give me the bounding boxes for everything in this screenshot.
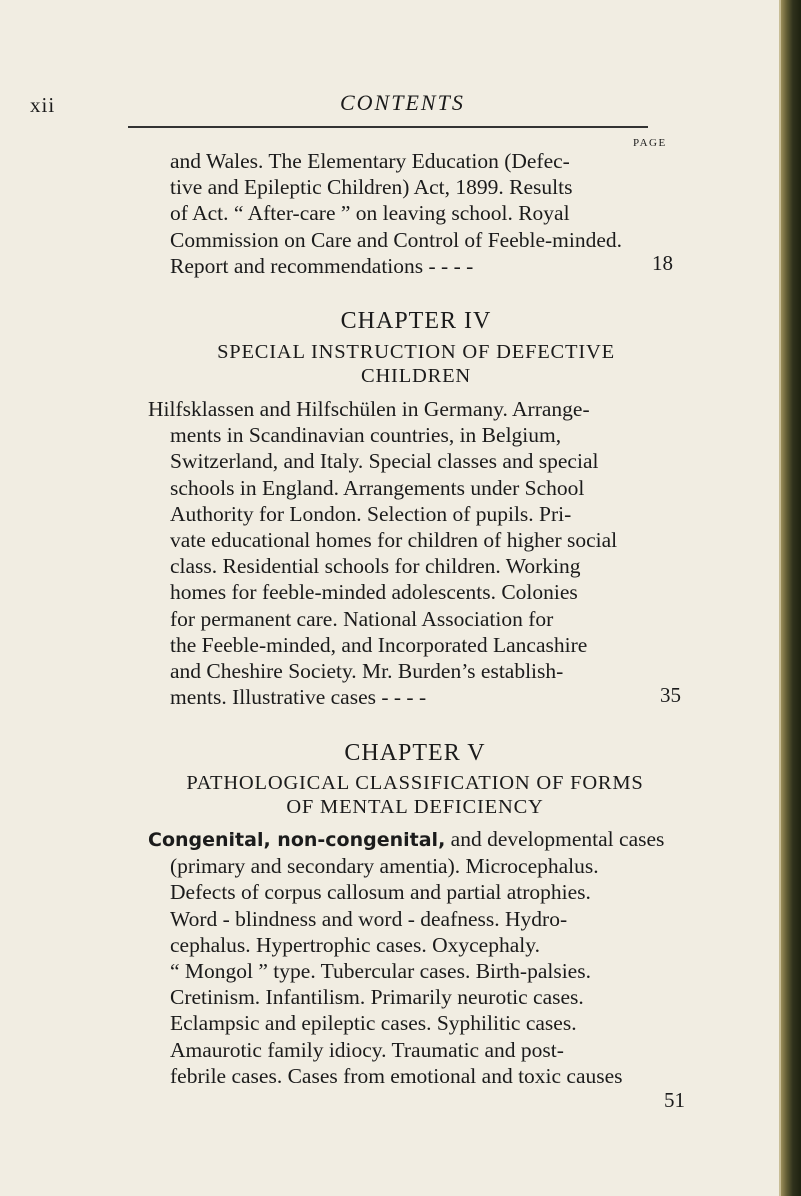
chapter-iv-summary <box>148 396 617 710</box>
running-head: CONTENTS <box>340 90 465 115</box>
summary-bold-lead: Congenital, non-congenital, <box>148 829 446 851</box>
summary-line: Hilfsklassen and Hilfschülen in Germany. Arrange- <box>148 397 590 421</box>
summary-line: class. Residential schools for children. Working <box>170 554 581 579</box>
entry-line: Report and recommendations - - - - <box>170 253 474 278</box>
summary-line: Eclampsic and epileptic cases. Syphilitic cases. <box>170 1011 577 1036</box>
summary-line: ments in Scandinavian countries, in Belgium, <box>170 423 562 448</box>
summary-line: febrile cases. Cases from emotional and toxic causes <box>170 1063 623 1088</box>
summary-line: ments. Illustrative cases - - - - <box>170 685 427 710</box>
book-edge <box>781 0 801 1196</box>
summary-line: Switzerland, and Italy. Special classes and special <box>170 449 599 474</box>
chapter-v-summary <box>148 826 664 1089</box>
header-rule <box>128 126 648 128</box>
continued-entry <box>170 148 622 279</box>
summary-line: Defects of corpus callosum and partial atrophies. <box>170 880 591 905</box>
summary-line: Authority for London. Selection of pupils. Pri- <box>170 501 572 526</box>
entry-page-number: 18 <box>652 251 673 275</box>
chapter-heading: CHAPTER V <box>344 740 486 766</box>
chapter-v-page-number: 51 <box>664 1088 685 1112</box>
summary-line: Amaurotic family idiocy. Traumatic and post- <box>170 1037 564 1062</box>
summary-line: for permanent care. National Association for <box>170 606 554 631</box>
summary-line: and Cheshire Society. Mr. Burden’s establish- <box>170 659 564 684</box>
chapter-title-line: PATHOLOGICAL CLASSIFICATION OF FORMS <box>186 772 644 794</box>
summary-line: homes for feeble-minded adolescents. Colonies <box>170 580 578 605</box>
summary-first-line <box>148 826 664 853</box>
entry-line: of Act. “ After-care ” on leaving school. Royal <box>170 201 570 226</box>
summary-line: Word - blindness and word - deafness. Hydro- <box>170 906 568 931</box>
summary-line: cephalus. Hypertrophic cases. Oxycephaly. <box>170 932 540 957</box>
page-number: xii <box>30 93 56 117</box>
summary-line: schools in England. Arrangements under School <box>170 475 585 500</box>
entry-line: tive and Epileptic Children) Act, 1899. Results <box>170 175 573 200</box>
chapter-iv-page-number: 35 <box>660 683 681 707</box>
summary-line: the Feeble-minded, and Incorporated Lancashire <box>170 632 588 657</box>
summary-line: “ Mongol ” type. Tubercular cases. Birth-palsies. <box>170 959 591 984</box>
chapter-title-line: OF MENTAL DEFICIENCY <box>286 796 544 818</box>
entry-line: and Wales. The Elementary Education (Defec- <box>170 149 570 173</box>
chapter-title-line: CHILDREN <box>360 365 472 387</box>
chapter-title <box>150 340 682 388</box>
summary-line: vate educational homes for children of higher social <box>170 528 618 553</box>
chapter-title <box>148 771 682 819</box>
summary-lead-rest: and developmental cases <box>445 827 665 851</box>
entry-line: Commission on Care and Control of Feeble-minded. <box>170 227 623 252</box>
chapter-title-line: SPECIAL INSTRUCTION OF DEFECTIVE <box>217 341 615 363</box>
summary-line: Cretinism. Infantilism. Primarily neurotic cases. <box>170 985 584 1010</box>
chapter-heading: CHAPTER IV <box>340 308 492 334</box>
summary-line: (primary and secondary amentia). Microcephalus. <box>170 854 599 879</box>
page-column-label: PAGE <box>633 137 667 149</box>
